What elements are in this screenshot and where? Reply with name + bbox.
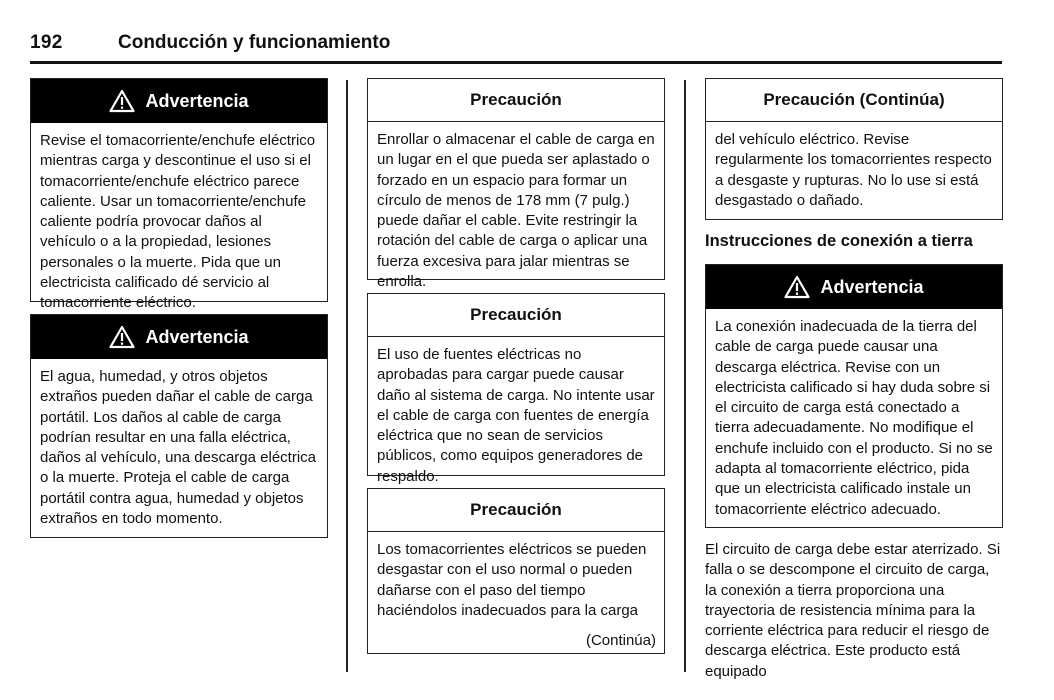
caution-heading: Precaución (Continúa) — [706, 79, 1002, 122]
warning-heading: Advertencia — [145, 326, 249, 347]
warning-text: El agua, humedad, y otros objetos extraños pueden dañar el cable de carga portátil. Los daños al cable de carga podrían resultar en una falla eléctrica, daños al vehículo, una descarga eléctrica o la muerte. Proteja el cable de carga portátil contra agua, humedad y objetos extraños en todo momento. — [40, 368, 317, 528]
caution-heading: Precaución — [368, 489, 664, 532]
caution-box — [705, 78, 1003, 220]
column-divider — [684, 80, 686, 672]
warning-heading: Advertencia — [145, 90, 249, 111]
grounding-instructions-heading: Instrucciones de conexión a tierra — [705, 232, 973, 250]
grounding-paragraph: El circuito de carga debe estar aterrizado. Si falla o se descompone el circuito de carga, la conexión a tierra proporciona una trayectoria de resistencia mínima para la corriente eléctrica para reducir el riesgo de descarga eléctrica. Este producto está equipado — [705, 541, 1001, 680]
caution-box — [367, 78, 665, 291]
continues-label: (Continúa) — [585, 632, 656, 649]
warning-heading: Advertencia — [820, 276, 924, 297]
warning-triangle-icon — [109, 89, 135, 113]
page-header — [30, 30, 1002, 64]
warning-header — [31, 315, 327, 359]
warning-header — [706, 265, 1002, 309]
caution-heading: Precaución — [368, 79, 664, 122]
warning-box — [705, 264, 1003, 528]
caution-text: Los tomacorrientes eléctricos se pueden desgastar con el uso normal o pueden dañarse con el paso del tiempo haciéndolos inadecuados para la carga — [377, 541, 647, 619]
caution-heading: Precaución — [368, 294, 664, 337]
caution-text: del vehículo eléctrico. Revise regularmente los tomacorrientes respecto a desgaste y rupturas. No lo use si está desgastado o dañado. — [715, 131, 992, 209]
warning-text: La conexión inadecuada de la tierra del cable de carga puede causar una descarga eléctrica. Revise con un electricista calificado si hay duda sobre si el circuito de carga está conectado a tierra adecuadamente. No modifique el enchufe incluido con el producto. Si no se adapta al tomacorriente eléctrico, pida que un electricista calificado instale un tomacorriente eléctrico adecuado. — [715, 318, 993, 518]
section-title: Conducción y funcionamiento — [118, 32, 391, 53]
warning-text: Revise el tomacorriente/enchufe eléctrico mientras carga y descontinue el uso si el tomacorriente/enchufe eléctrico parece caliente. Usar un tomacorriente/enchufe caliente podría provocar daños al vehículo o a la propiedad, lesiones personales o la muerte. Pida que un electricista calificado dé servicio al tomacorriente eléctrico. — [40, 132, 316, 312]
page-number: 192 — [30, 32, 63, 53]
caution-box — [367, 293, 665, 485]
warning-triangle-icon — [784, 275, 810, 299]
warning-box — [30, 78, 328, 312]
column-divider — [346, 80, 348, 672]
caution-text: Enrollar o almacenar el cable de carga en un lugar en el que pueda ser aplastado o forzado en un espacio para formar un círculo de menos de 178 mm (7 pulg.) puede dañar el cable. Evite restringir la rotación del cable de carga o aplicar una fuerza excesiva para jalar mientras se enrolla. — [377, 131, 655, 291]
warning-box — [30, 314, 328, 538]
caution-box — [367, 488, 665, 654]
warning-triangle-icon — [109, 325, 135, 349]
warning-header — [31, 79, 327, 123]
caution-text: El uso de fuentes eléctricas no aprobadas para cargar puede causar daño al sistema de carga. No intente usar el cable de carga con fuentes de energía eléctrica que no sean de servicios públicos, como equipos generadores de respaldo. — [377, 346, 655, 485]
